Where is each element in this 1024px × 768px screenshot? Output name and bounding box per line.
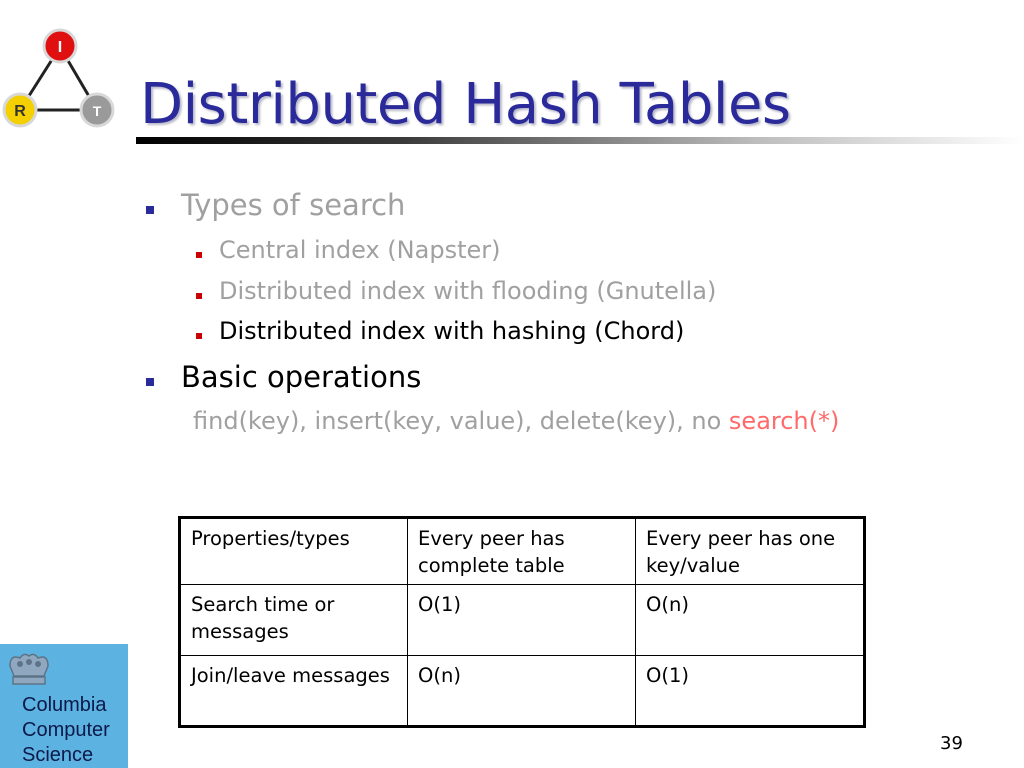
bullet-marker — [146, 378, 154, 386]
irt-logo — [0, 28, 120, 138]
sub-bullet-marker — [196, 252, 202, 258]
page-number: 39 — [940, 733, 963, 754]
sub-bullet-marker — [196, 333, 202, 339]
bullet-basic-operations: Basic operations — [181, 360, 422, 394]
properties-table — [178, 516, 866, 728]
brand-line: Columbia — [22, 694, 107, 716]
brand-line: Science — [22, 744, 94, 766]
sub-bullet-flooding: Distributed index with flooding (Gnutella) — [219, 277, 717, 305]
logo-label-i: I — [57, 39, 63, 56]
logo-label-t: T — [92, 103, 102, 119]
table-cell: O(1) — [408, 585, 636, 656]
table-cell: Properties/types — [180, 518, 408, 585]
operations-highlight: search(*) — [728, 407, 840, 435]
table-cell: Every peer has complete table — [408, 518, 636, 585]
table-cell: O(n) — [636, 585, 865, 656]
table-row — [180, 518, 865, 585]
table-cell: Every peer has one key/value — [636, 518, 865, 585]
table-cell: O(n) — [408, 656, 636, 727]
sub-bullet-hashing: Distributed index with hashing (Chord) — [219, 317, 685, 345]
brand-line: Computer — [22, 719, 110, 741]
table-row — [180, 656, 865, 727]
operations-line — [193, 407, 839, 435]
logo-label-r: R — [14, 103, 26, 120]
table-cell: Join/leave messages — [180, 656, 408, 727]
crown-icon — [6, 650, 52, 690]
operations-text: find(key), insert(key, value), delete(key), no — [193, 407, 729, 435]
table-cell: Search time or messages — [180, 585, 408, 656]
table-row — [180, 585, 865, 656]
title-underline — [136, 137, 1024, 144]
columbia-logo — [0, 644, 128, 768]
bullet-types-of-search: Types of search — [181, 188, 406, 222]
slide-title: Distributed Hash Tables — [140, 72, 791, 137]
bullet-marker — [146, 206, 154, 214]
table-cell: O(1) — [636, 656, 865, 727]
sub-bullet-central-index: Central index (Napster) — [219, 236, 501, 264]
sub-bullet-marker — [196, 293, 202, 299]
